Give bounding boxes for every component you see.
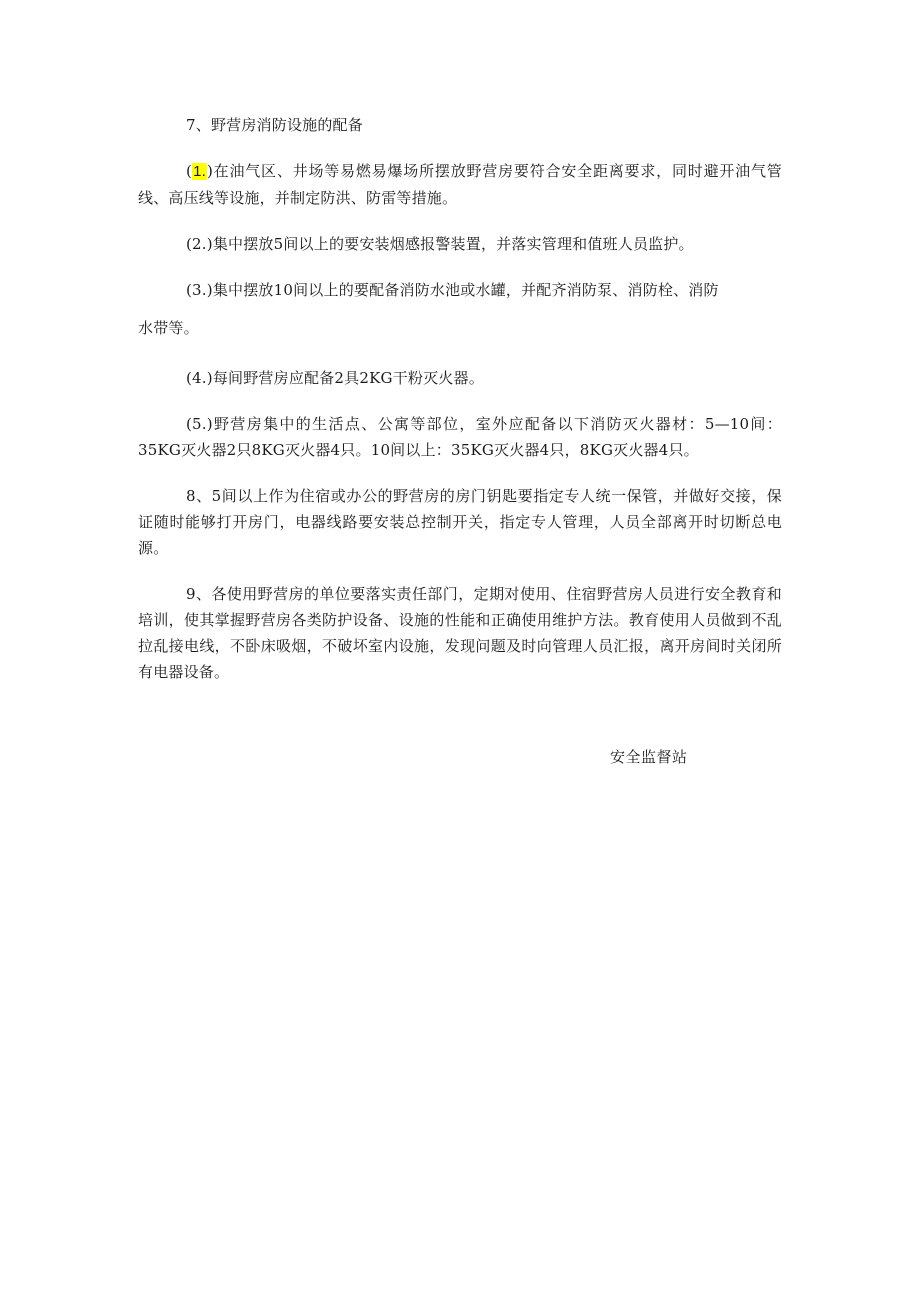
item-1: [138, 158, 782, 211]
section-9: 9、各使用野营房的单位要落实责任部门，定期对使用、住宿野营房人员进行安全教育和培训，使其掌握野营房各类防护设备、设施的性能和正确使用维护方法。教育使用人员做到不乱拉乱接电线，不卧床吸烟，不破坏室内设施，发现问题及时向管理人员汇报，离开房间时关闭所有电器设备。: [138, 585, 782, 681]
item-3-line-1: (3.)集中摆放10间以上的要配备消防水池或水罐，并配齐消防泵、消防栓、消防: [186, 281, 719, 299]
item-1-open-paren: (: [186, 162, 193, 180]
document-body: [138, 112, 782, 705]
item-5: (5.)野营房集中的生活点、公寓等部位，室外应配备以下消防灭火器材：5—10间：35KG灭火器2只8KG灭火器4只。10间以上：35KG灭火器4只，8KG灭火器4只。: [138, 415, 782, 459]
item-4: (4.)每间野营房应配备2具2KG干粉灭火器。: [186, 369, 484, 387]
item-1-text: )在油气区、井场等易燃易爆场所摆放野营房要符合安全距离要求，同时避开油气管线、高压线等设施，并制定防洪、防雷等措施。: [138, 162, 782, 207]
section-7-title: 7、野营房消防设施的配备: [186, 116, 363, 134]
item-2: (2.)集中摆放5间以上的要安装烟感报警装置，并落实管理和值班人员监护。: [186, 235, 694, 253]
item-1-highlighted-number: 1.: [193, 163, 206, 180]
signature: 安全监督站: [610, 748, 688, 766]
item-3-line-2: 水带等。: [138, 319, 199, 337]
section-8: 8、5间以上作为住宿或办公的野营房的房门钥匙要指定专人统一保管，并做好交接，保证随时能够打开房门，电器线路要安装总控制开关，指定专人管理，人员全部离开时切断总电源。: [138, 487, 782, 557]
